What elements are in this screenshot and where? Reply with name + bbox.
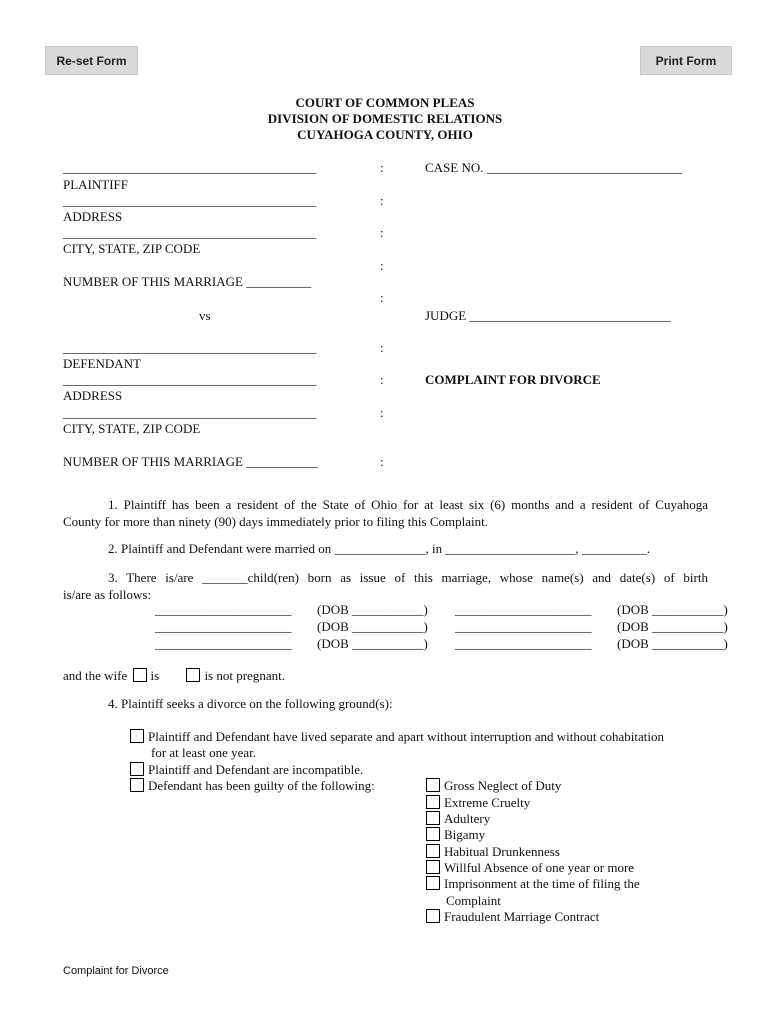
guilty-checkbox[interactable]: [426, 860, 440, 874]
child-dob-field[interactable]: (DOB ___________): [317, 619, 428, 634]
child-dob-field[interactable]: (DOB ___________): [617, 602, 728, 617]
defendant-name-field[interactable]: _______________________________________: [63, 340, 317, 355]
court-name: COURT OF COMMON PLEAS: [295, 95, 475, 110]
caption-colon: :: [380, 340, 384, 355]
county-name: CUYAHOGA COUNTY, OHIO: [297, 127, 473, 142]
ground-incompatible-label: Plaintiff and Defendant are incompatible.: [148, 762, 364, 777]
guilty-item: [426, 909, 599, 925]
child-name-field[interactable]: _____________________: [455, 619, 592, 634]
guilty-item: [426, 876, 640, 892]
vs-label: vs: [199, 308, 211, 323]
guilty-label: Willful Absence of one year or more: [444, 860, 635, 875]
guilty-label: Bigamy: [444, 827, 486, 842]
guilty-checkbox[interactable]: [426, 811, 440, 825]
wife-is-label: is: [150, 668, 160, 683]
ground-incompatible: [130, 762, 363, 778]
defendant-address-label: ADDRESS: [63, 388, 123, 403]
paragraph-3-line-2: is/are as follows:: [63, 587, 152, 602]
caption-colon: :: [380, 225, 384, 240]
plaintiff-name-field[interactable]: _______________________________________: [63, 160, 317, 175]
ground-separate-label: Plaintiff and Defendant have lived separate and apart without interruption and without cohabitation: [148, 729, 664, 744]
defendant-city-field[interactable]: _______________________________________: [63, 405, 317, 420]
plaintiff-city-field[interactable]: _______________________________________: [63, 225, 317, 240]
child-dob-field[interactable]: (DOB ___________): [317, 602, 428, 617]
defendant-address-field[interactable]: _______________________________________: [63, 372, 317, 387]
guilty-checkbox[interactable]: [426, 827, 440, 841]
plaintiff-address-field[interactable]: _______________________________________: [63, 193, 317, 208]
paragraph-4: 4. Plaintiff seeks a divorce on the following ground(s):: [108, 696, 393, 711]
child-dob-field[interactable]: (DOB ___________): [617, 619, 728, 634]
guilty-checkbox[interactable]: [426, 909, 440, 923]
case-number-field[interactable]: CASE NO. ______________________________: [425, 160, 682, 175]
guilty-label: Habitual Drunkenness: [444, 844, 560, 859]
division-name: DIVISION OF DOMESTIC RELATIONS: [267, 111, 503, 126]
wife-pregnancy-row: [63, 668, 285, 684]
guilty-item: [426, 827, 485, 843]
judge-field[interactable]: JUDGE _______________________________: [425, 308, 671, 323]
child-name-field[interactable]: _____________________: [155, 602, 292, 617]
ground-guilty-checkbox[interactable]: [130, 778, 144, 792]
paragraph-1-line-1: 1. Plaintiff has been a resident of the State of Ohio for at least six (6) months and a resident of Cuyahoga: [108, 497, 708, 512]
ground-guilty-label: Defendant has been guilty of the following:: [148, 778, 375, 793]
guilty-item: [426, 795, 530, 811]
guilty-item: [426, 860, 634, 876]
ground-incompatible-checkbox[interactable]: [130, 762, 144, 776]
child-dob-field[interactable]: (DOB ___________): [617, 636, 728, 651]
ground-separate: [130, 729, 664, 745]
defendant-city-label: CITY, STATE, ZIP CODE: [63, 421, 201, 436]
caption-colon: :: [380, 372, 384, 387]
caption-colon: :: [380, 193, 384, 208]
guilty-checkbox[interactable]: [426, 844, 440, 858]
caption-colon: :: [380, 454, 384, 469]
child-name-field[interactable]: _____________________: [155, 636, 292, 651]
child-name-field[interactable]: _____________________: [155, 619, 292, 634]
guilty-checkbox[interactable]: [426, 795, 440, 809]
child-name-field[interactable]: _____________________: [455, 602, 592, 617]
plaintiff-city-label: CITY, STATE, ZIP CODE: [63, 241, 201, 256]
paragraph-1-line-2: County for more than ninety (90) days immediately prior to filing this Complaint.: [63, 514, 488, 529]
plaintiff-label: PLAINTIFF: [63, 177, 129, 192]
guilty-checkbox[interactable]: [426, 778, 440, 792]
child-dob-field[interactable]: (DOB ___________): [317, 636, 428, 651]
page-footer: Complaint for Divorce: [63, 965, 169, 977]
guilty-checkbox[interactable]: [426, 876, 440, 890]
wife-not-pregnant-checkbox[interactable]: [186, 668, 200, 682]
ground-separate-checkbox[interactable]: [130, 729, 144, 743]
guilty-label-continued: Complaint: [446, 893, 501, 908]
caption-colon: :: [380, 160, 384, 175]
ground-separate-continued: for at least one year.: [151, 745, 257, 760]
caption-colon: :: [380, 405, 384, 420]
guilty-label: Extreme Cruelty: [444, 795, 531, 810]
paragraph-3-line-1[interactable]: 3. There is/are _______child(ren) born as issue of this marriage, whose name(s) and date(s) of birth: [108, 570, 708, 585]
wife-prefix: and the wife: [63, 668, 128, 683]
guilty-item: [426, 811, 490, 827]
guilty-label: Adultery: [444, 811, 491, 826]
paragraph-2[interactable]: 2. Plaintiff and Defendant were married on ______________, in ____________________, __________.: [108, 541, 651, 556]
reset-form-button[interactable]: Re-set Form: [45, 46, 138, 75]
guilty-item: [426, 844, 560, 860]
wife-not-pregnant-label: is not pregnant.: [204, 668, 285, 683]
caption-colon: :: [380, 258, 384, 273]
wife-is-pregnant-checkbox[interactable]: [133, 668, 147, 682]
child-name-field[interactable]: _____________________: [455, 636, 592, 651]
guilty-label: Imprisonment at the time of filing the: [444, 876, 640, 891]
guilty-label: Gross Neglect of Duty: [444, 778, 562, 793]
plaintiff-address-label: ADDRESS: [63, 209, 123, 224]
defendant-label: DEFENDANT: [63, 356, 141, 371]
guilty-label: Fraudulent Marriage Contract: [444, 909, 600, 924]
caption-colon: :: [380, 290, 384, 305]
print-form-button[interactable]: Print Form: [640, 46, 732, 75]
ground-guilty: [130, 778, 375, 794]
defendant-marriage-number[interactable]: NUMBER OF THIS MARRIAGE ___________: [63, 454, 318, 469]
guilty-item: [426, 778, 561, 794]
plaintiff-marriage-number[interactable]: NUMBER OF THIS MARRIAGE __________: [63, 274, 312, 289]
complaint-title: COMPLAINT FOR DIVORCE: [425, 372, 601, 387]
